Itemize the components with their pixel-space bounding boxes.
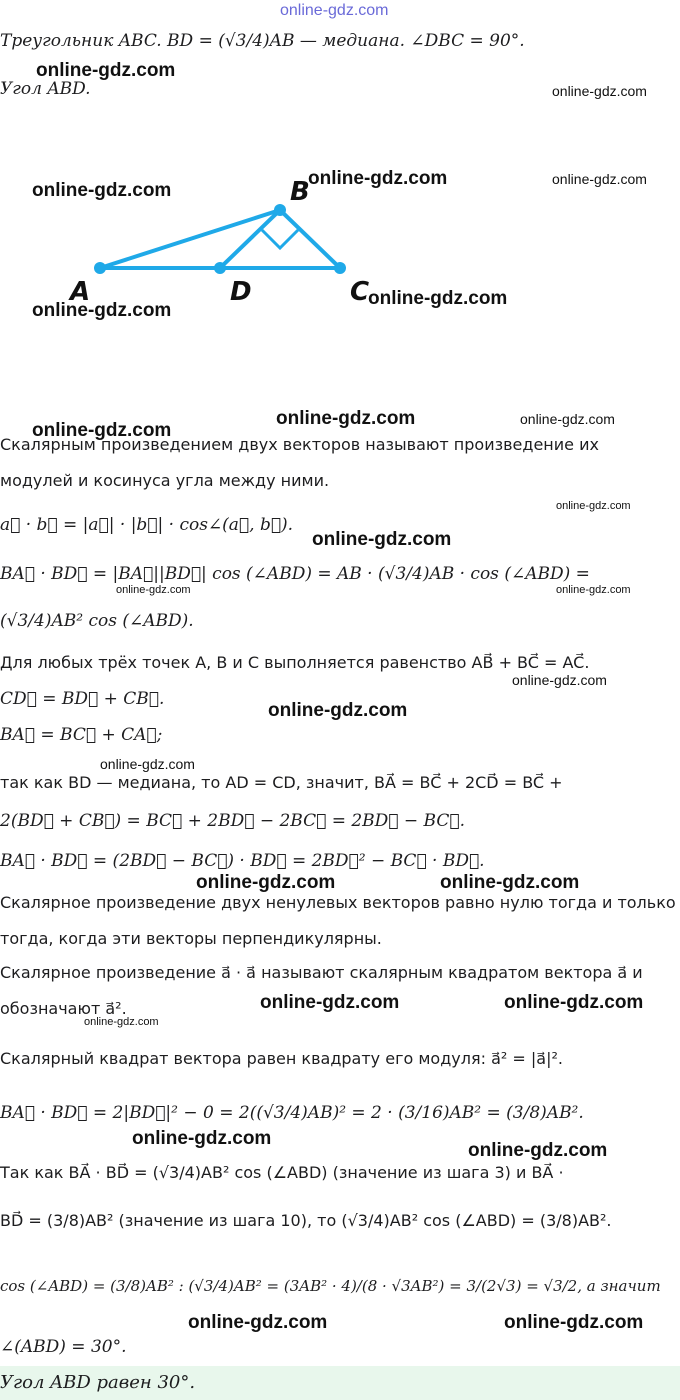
watermark: online-gdz.com [276, 408, 416, 429]
solution-line-9: так как BD — медиана, то AD = CD, значит, BA⃗ = BC⃗ + 2CD⃗ = BC⃗ + [0, 773, 563, 792]
solution-line-7: CD⃗ = BD⃗ + CB⃗. [0, 689, 165, 709]
watermark: online-gdz.com [552, 83, 647, 99]
watermark: online-gdz.com [504, 992, 644, 1013]
solution-line-5: (√3/4)AB² cos (∠ABD). [0, 611, 194, 631]
point-c [334, 262, 346, 274]
watermark: online-gdz.com [132, 1128, 272, 1149]
point-b [274, 204, 286, 216]
label-b: B [290, 177, 310, 207]
watermark: online-gdz.com [520, 411, 615, 427]
watermark: online-gdz.com [556, 500, 631, 512]
watermark: online-gdz.com [440, 872, 580, 893]
point-a [94, 262, 106, 274]
solution-line-15: обозначают a⃗². [0, 999, 127, 1018]
watermark: online-gdz.com [260, 992, 400, 1013]
watermark: online-gdz.com [84, 1016, 159, 1028]
solution-line-12: Скалярное произведение двух ненулевых векторов равно нулю тогда и только [0, 893, 676, 912]
watermark: online-gdz.com [552, 171, 647, 187]
watermark: online-gdz.com [512, 672, 607, 688]
watermark: online-gdz.com [116, 584, 191, 596]
answer-box [0, 1366, 680, 1400]
watermark: online-gdz.com [268, 700, 408, 721]
point-d [214, 262, 226, 274]
solution-line-10: 2(BD⃗ + CB⃗) = BC⃗ + 2BD⃗ − 2BC⃗ = 2BD⃗ − BC⃗. [0, 811, 465, 831]
watermark: online-gdz.com [32, 420, 172, 441]
solution-line-11: BA⃗ · BD⃗ = (2BD⃗ − BC⃗) · BD⃗ = 2BD⃗² − BC⃗ · BD⃗. [0, 851, 485, 871]
label-c: C [350, 277, 370, 307]
solution-line-18: Так как BA⃗ · BD⃗ = (√3/4)AB² cos (∠ABD) (значение из шага 3) и BA⃗ · [0, 1163, 564, 1182]
solution-line-16: Скалярный квадрат вектора равен квадрату его модуля: a⃗² = |a⃗|². [0, 1049, 563, 1068]
solution-line-13: тогда, когда эти векторы перпендикулярны. [0, 929, 382, 948]
solution-line-3: a⃗ · b⃗ = |a⃗| · |b⃗| · cos∠(a⃗, b⃗). [0, 515, 294, 535]
problem-statement: Треугольник ABC. BD = (√3/4)AB — медиана. ∠DBC = 90°. [0, 31, 525, 51]
watermark: online-gdz.com [36, 60, 176, 81]
watermark: online-gdz.com [308, 168, 448, 189]
solution-line-19: BD⃗ = (3/8)AB² (значение из шага 10), то (√3/4)AB² cos (∠ABD) = (3/8)AB². [0, 1211, 612, 1230]
solution-line-20: cos (∠ABD) = (3/8)AB² : (√3/4)AB² = (3AB² · 4)/(8 · √3AB²) = 3/(2√3) = √3/2, а значит [0, 1277, 661, 1295]
watermark: online-gdz.com [504, 1312, 644, 1333]
solution-line-2: модулей и косинуса угла между ними. [0, 471, 330, 490]
solution-line-1: Скалярным произведением двух векторов называют произведение их [0, 435, 599, 454]
watermark: online-gdz.com [468, 1140, 608, 1161]
solution-line-21: ∠(ABD) = 30°. [0, 1337, 127, 1357]
watermark: online-gdz.com [32, 180, 172, 201]
right-angle-mark [262, 230, 298, 248]
solution-line-4: BA⃗ · BD⃗ = |BA⃗||BD⃗| cos (∠ABD) = AB · (√3/4)AB · cos (∠ABD) = [0, 564, 590, 584]
label-a: A [70, 277, 91, 307]
watermark: online-gdz.com [188, 1312, 328, 1333]
solution-line-8: BA⃗ = BC⃗ + CA⃗; [0, 725, 163, 745]
solution-line-6: Для любых трёх точек A, B и C выполняется равенство AB⃗ + BC⃗ = AC⃗. [0, 653, 590, 672]
watermark: online-gdz.com [312, 529, 452, 550]
watermark: online-gdz.com [32, 300, 172, 321]
solution-line-14: Скалярное произведение a⃗ · a⃗ называют скалярным квадратом вектора a⃗ и [0, 963, 643, 982]
header-watermark: online-gdz.com [280, 2, 389, 19]
label-d: D [230, 277, 252, 307]
watermark: online-gdz.com [100, 756, 195, 772]
watermark: online-gdz.com [368, 288, 508, 309]
solution-line-17: BA⃗ · BD⃗ = 2|BD⃗|² − 0 = 2((√3/4)AB)² = 2 · (3/16)AB² = (3/8)AB². [0, 1103, 584, 1123]
side-ab [100, 210, 280, 268]
watermark: online-gdz.com [196, 872, 336, 893]
problem-question: Угол ABD. [0, 79, 91, 99]
watermark: online-gdz.com [556, 584, 631, 596]
answer-text: Угол ABD равен 30°. [0, 1372, 196, 1393]
